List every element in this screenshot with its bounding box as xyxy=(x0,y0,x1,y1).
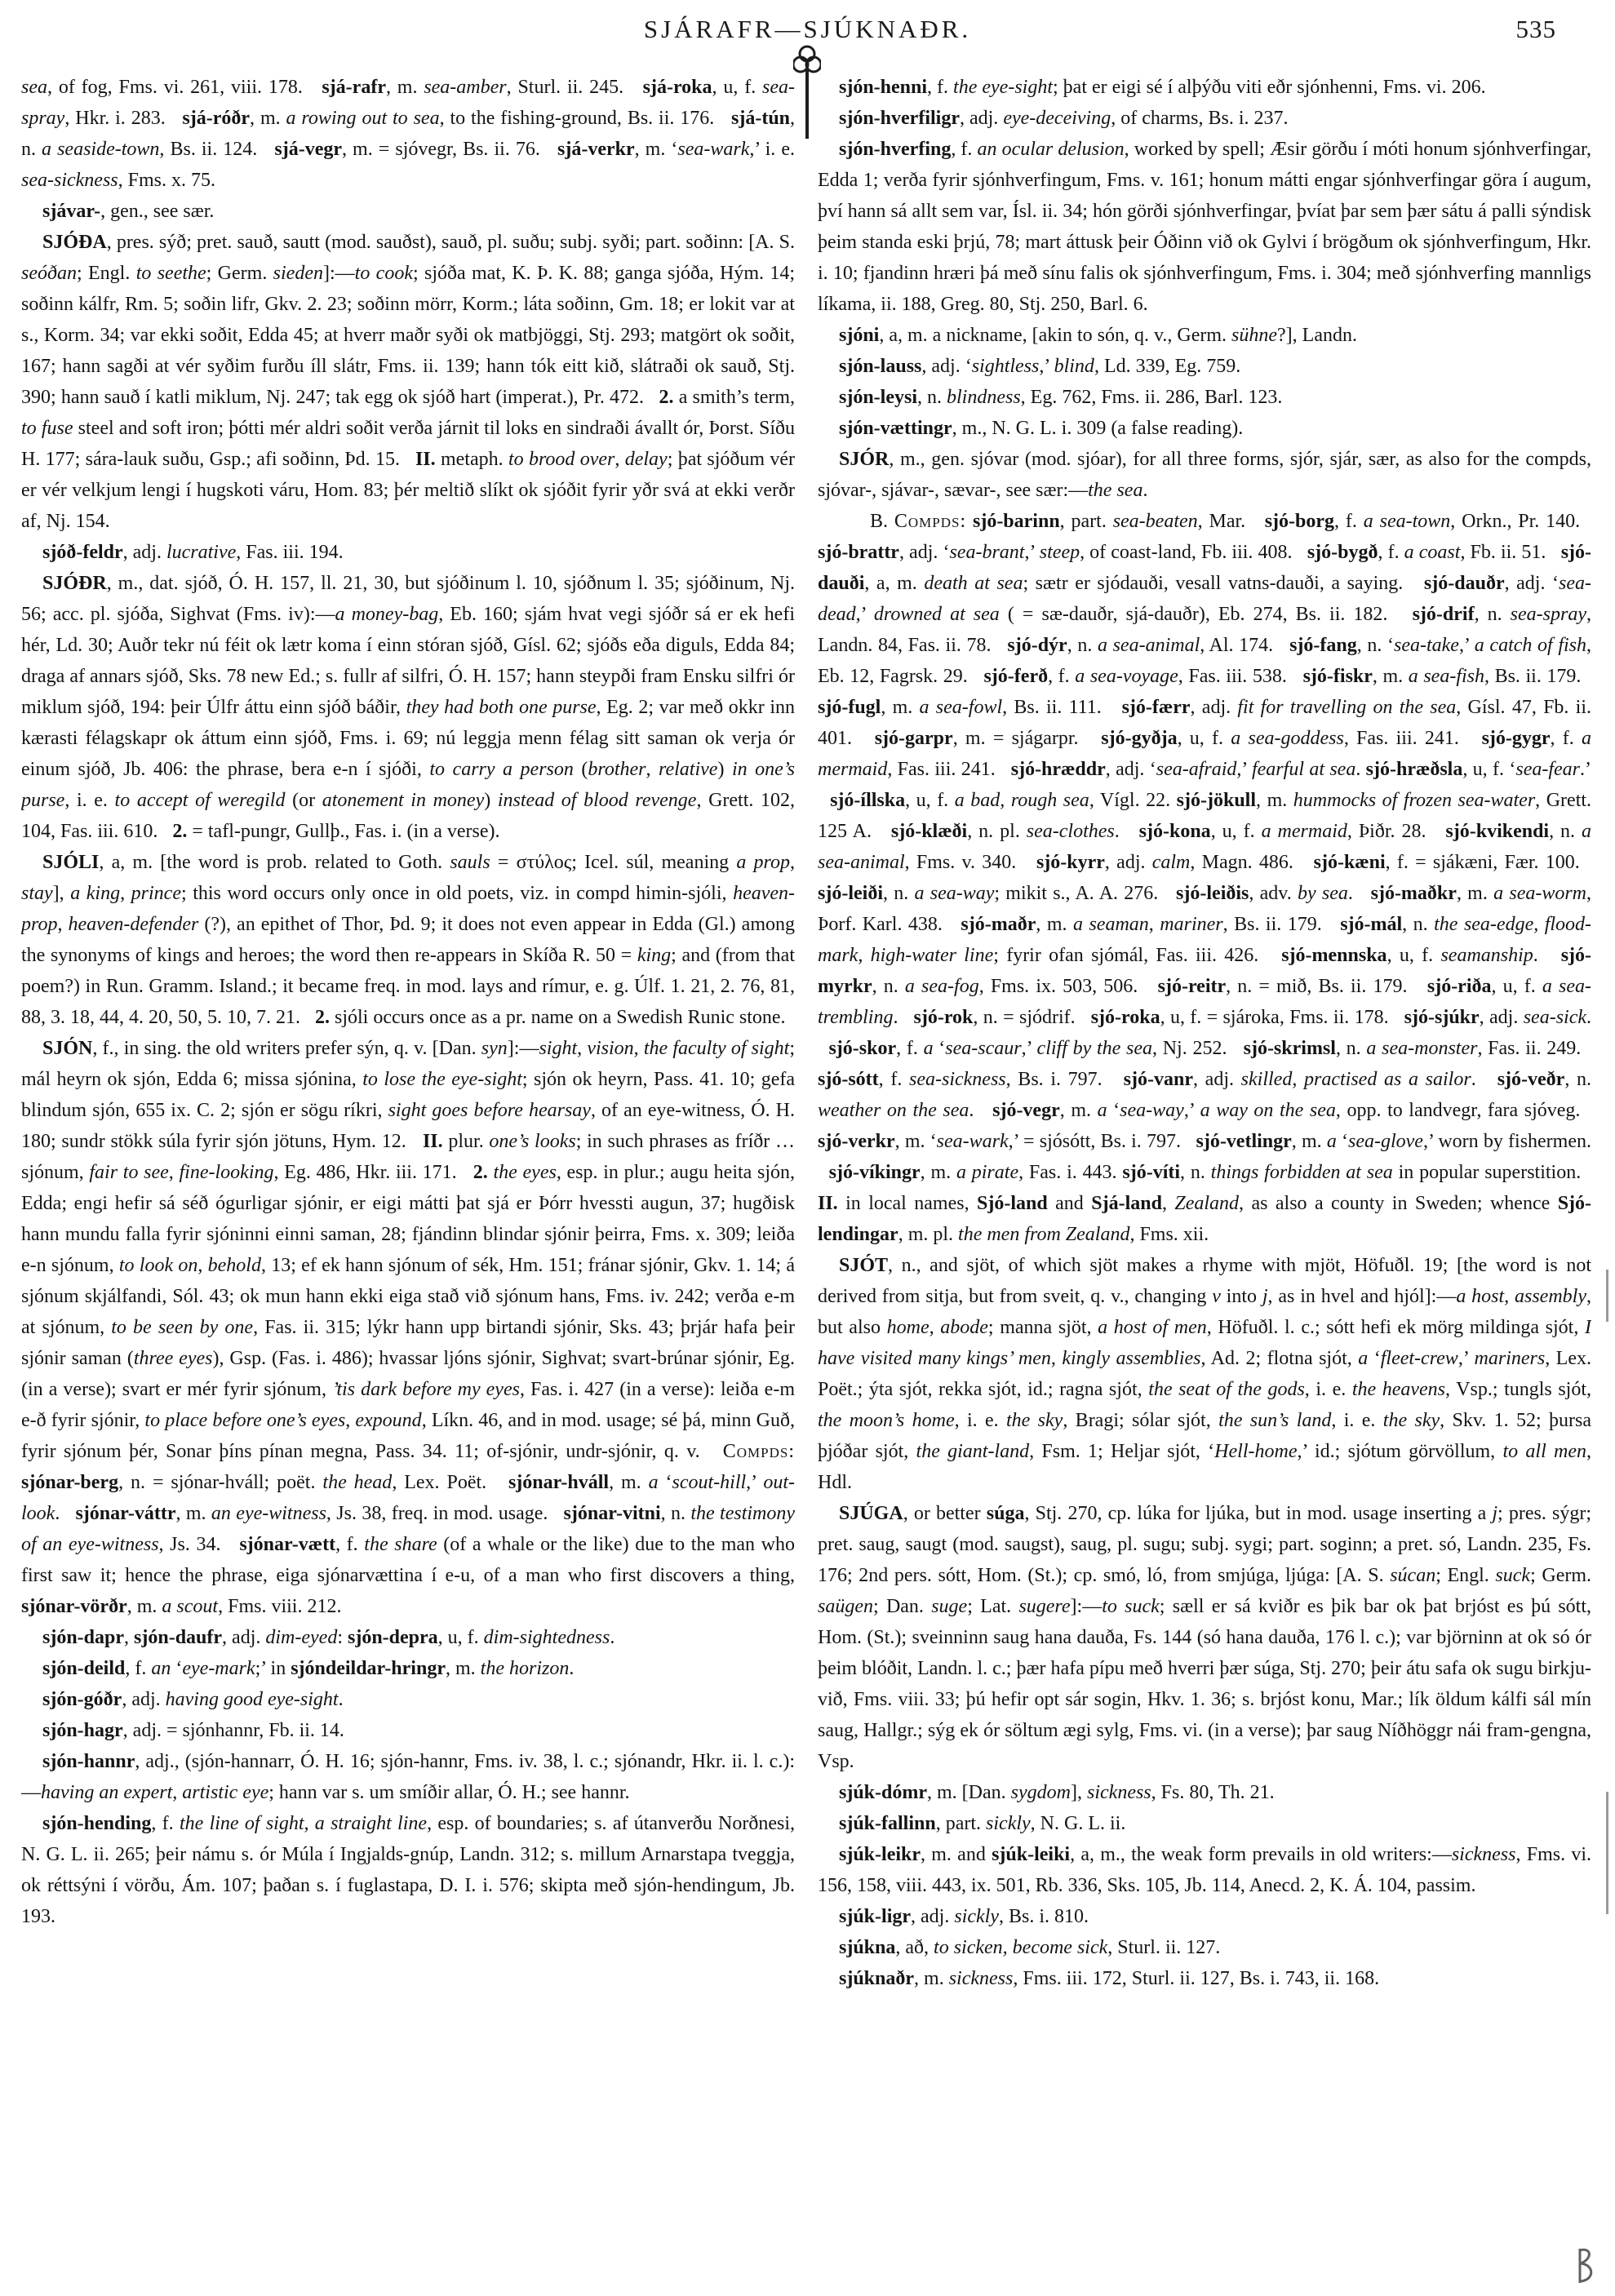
dictionary-paragraph: sjón-vættingr, m., N. G. L. i. 309 (a false reading). xyxy=(839,418,1244,439)
dictionary-paragraph: SJÓN, f., in sing. the old writers prefer sýn, q. v. [Dan. syn]:—sight, vision, the faculty of sight; mál heyrn ok sjón, Edda 6; missa sjónina, to lose the eye-sight; sjón ok heyrn, Pass. 41. 10; gefa blindum sjón, 655 ix. C. 2; sjón er sögu ríkri, sight goes before hearsay, of an eye-witness, Ó. H. 180; sundr stökk súla fyrir sjón jötuns, Hym. 12. II. plur. one’s looks; in such phrases as fríðr … sjónum, fair to see, fine-looking, Eg. 486, Hkr. iii. 171. 2. the eyes, esp. in plur.; augu heita sjón, Edda; engi hefir sá séð ógurligar sjónir, er eigi mátti þat sjá er Þórr hvessti augun, 37; hugðisk hann mundu falla fyrir sjóninni einni saman, 28; fjándinn blindar sjónir þeirra, Fms. x. 309; leiða e-n sjónum, to look on, behold, 13; ef ek hann sjónum of sék, Hm. 151; fránar sjónir, Gkv. 1. 14; á sjónum skjálfandi, Sól. 43; ok mun hann ekki eiga stað við sjónum hans, Fms. iv. 242; verða e-m at sjónum, to be seen by one, Fas. ii. 315; lýkr hann upp birtandi sjónir, Sks. 43; þrjár hafa þeir sjónir saman (three eyes), Gsp. (Fas. i. 486); hvassar ljóns sjónir, Sighvat; svart-brúnar sjónir, Eg. (in a verse); svart er mér fyrir sjónum, ’tis dark before my eyes, Fas. i. 427 (in a verse): leiða e-m e-ð fyrir sjónir, to place before one’s eyes, expound, Líkn. 46, and in mod. usage; sé þá, minn Guð, fyrir sjónum þér, Sonar þíns pínan megna, Pass. 34. 11; of-sjónir, undr-sjónir, q. v. Compds: sjónar-berg, n. = sjónar-hváll; poët. the head, Lex. Poët. sjónar-hváll, m. a ‘scout-hill,’ out-look. sjónar-váttr, m. an eye-witness, Js. 38, freq. in mod. usage. sjónar-vitni, n. the testimony of an eye-witness, Js. 34. sjónar-vætt, f. the share (of a whale or the like) due to the man who first saw it; hence the phrase, eiga sjónarvættina í e-u, of a man who first discovers a thing, sjónar-vörðr, m. a scout, Fms. viii. 212. xyxy=(21,1038,795,1617)
dictionary-paragraph: sjóð-feldr, adj. lucrative, Fas. iii. 194. xyxy=(42,542,344,563)
dictionary-paragraph: sjón-henni, f. the eye-sight; þat er eigi sé í alþýðu viti eðr sjónhenni, Fms. vi. 206. xyxy=(839,77,1486,98)
dictionary-paragraph: sjón-góðr, adj. having good eye-sight. xyxy=(42,1689,344,1710)
right-column xyxy=(818,72,1591,2285)
dictionary-paragraph: sjón-hannr, adj., (sjón-hannarr, Ó. H. 16; sjón-hannr, Fms. iv. 38, l. c.; sjónandr, Hkr. ii. l. c.):—having an expert, artistic eye; hann var s. um smíðir allar, Ó. H.; see hannr. xyxy=(21,1751,795,1803)
dictionary-paragraph: sjúk-ligr, adj. sickly, Bs. i. 810. xyxy=(839,1906,1089,1927)
dictionary-paragraph: sjón-hending, f. the line of sight, a straight line, esp. of boundaries; s. af útanverðu Norðnesi, N. G. L. ii. 265; þeir námu s. ór Múla í Ingjalds-gnúp, Landn. 312; s. millum Arnarstapa tveggja, ok réttsýni í vörðu, Ám. 107; þaðan s. í fuglastapa, D. I. i. 576; skipta með sjón-hendingum, Jb. 193. xyxy=(21,1813,795,1927)
dictionary-paragraph: sjón-dapr, sjón-daufr, adj. dim-eyed: sjón-depra, u, f. dim-sightedness. xyxy=(42,1627,615,1648)
dictionary-paragraph: sjón-hverfing, f. an ocular delusion, worked by spell; Æsir görðu í móti honum sjónhverfingar, Edda 1; verða fyrir sjónhverfingum, Fms. v. 161; honum mátti engar sjónhverfingar göra í augum, því hann sá allt sem var, Ísl. ii. 34; hón görði sjónhverfingar, þvíat þar sem þær sátu á palli sýndisk þeim standa eski þrjú, 78; mart áttusk þeir Óðinn við ok Gylvi í brögðum ok sjónhverfingum, Hkr. i. 10; fjandinn hræri þá með sínu falis ok sjónhverfingum, Fms. i. 304; með sjónhverfing mannligs líkama, ii. 188, Greg. 80, Stj. 250, Barl. 6. xyxy=(818,139,1591,315)
scribble-pen-mark-icon xyxy=(1573,2245,1598,2286)
page-title: SJÁRAFR—SJÚKNAÐR. xyxy=(643,15,972,43)
page-number: 535 xyxy=(1515,15,1556,43)
left-column xyxy=(21,72,795,2285)
margin-mark xyxy=(1606,1792,1608,1914)
dictionary-paragraph: SJÓT, n., and sjöt, of which sjöt makes a rhyme with mjöt, Höfuðl. 19; [the word is not derived from sitja, but from sveit, q. v., changing v into j, as in hvel and hjól]:—a host, assembly, but also home, abode; manna sjöt, a host of men, Höfuðl. l. c.; sótt hefi ek mörg mildinga sjót, I have visited many kings’ men, kingly assemblies, Ad. 2; flotna sjót, a ‘fleet-crew,’ mariners, Lex. Poët.; ýta sjót, rekka sjót, id.; ragna sjót, the seat of the gods, i. e. the heavens, Vsp.; tungls sjót, the moon’s home, i. e. the sky, Bragi; sólar sjót, the sun’s land, i. e. the sky, Skv. 1. 52; þursa þjóðar sjót, the giant-land, Fsm. 1; Heljar sjót, ‘Hell-home,’ id.; sjótum görvöllum, to all men, Hdl. xyxy=(818,1255,1591,1493)
dictionary-paragraph: sjúk-fallinn, part. sickly, N. G. L. ii. xyxy=(839,1813,1126,1834)
margin-mark xyxy=(1606,1270,1608,1322)
dictionary-paragraph: sjúk-leikr, m. and sjúk-leiki, a, m., the weak form prevails in old writers:—sickness, Fms. vi. 156, 158, viii. 443, ix. 501, Rb. 336, Sks. 105, Jb. 114, Anecd. 2, K. Á. 104, passim. xyxy=(818,1844,1591,1896)
dictionary-paragraph: SJÚGA, or better súga, Stj. 270, cp. lúka for ljúka, but in mod. usage inserting a j; pres. sýgr; pret. saug, saugt (mod. saugst), saug, pl. sugu; subj. sygi; part. soginn; a pret. só, Landn. 235, Fs. 176; 2nd pers. sótt, Hom. (St.); cp. smó, ló, from smjúga, ljúga: [A. S. súcan; Engl. suck; Germ. saügen; Dan. suge; Lat. sugere]:—to suck; sæll er sá kviðr es þik bar ok þat brjóst es þú sótt, Hom. (St.); sveinninn saug hana dauða, Fs. 144 (só hana dauða, 176 l. c.); var björninn at ok só ór þeim blóðit, Landn. l. c.; þær hafa pípu með hverri þær súga, Stj. 270; þeir átu safa ok sugu birkju-við, Fms. viii. 33; þú hefir opt sár sogin, Hkv. 1. 36; s. brjóst konu, Mar.; lík öldum kálfi sál mín saug, Hallgr.; sýg ek ór söltum ægi sylg, Fms. vi. (in a verse); þar saug Níðhöggr nái fram-gengna, Vsp. xyxy=(818,1503,1591,1772)
dictionary-paragraph: SJÓR, m., gen. sjóvar (mod. sjóar), for all three forms, sjór, sjár, sær, as also for the compds, sjóvar-, sjávar-, sævar-, see sær:—the sea. xyxy=(818,449,1591,501)
dictionary-paragraph: sjón-hverfiligr, adj. eye-deceiving, of charms, Bs. i. 237. xyxy=(839,108,1289,129)
dictionary-paragraph: sjón-lauss, adj. ‘sightless,’ blind, Ld. 339, Eg. 759. xyxy=(839,356,1241,377)
dictionary-paragraph: SJÓLI, a, m. [the word is prob. related to Goth. sauls = στύλος; Icel. súl, meaning a prop, stay], a king, prince; this word occurs only once in old poets, viz. in compd himin-sjóli, heaven-prop, heaven-defender (?), an epithet of Thor, Þd. 9; it does not even appear in Edda (Gl.) among the synonyms of kings and heroes; the word then re-appears in Skíða R. 50 = king; and (from that poem?) in Run. Gramm. Island.; it became freq. in mod. lays and rímur, e. g. Úlf. 1. 21, 2. 76, 81, 88, 3. 18, 44, 4. 20, 50, 5. 10, 7. 21. 2. sjóli occurs once as a pr. name on a Swedish Runic stone. xyxy=(21,852,795,1028)
dictionary-paragraph: SJÓÐA, pres. sýð; pret. sauð, sautt (mod. sauðst), sauð, pl. suðu; subj. syði; part. soðinn: [A. S. seóðan; Engl. to seethe; Germ. sieden]:—to cook; sjóða mat, K. Þ. K. 88; ganga sjóða, Hým. 14; soðinn kálfr, Rm. 5; soðin lifr, Gkv. 2. 23; soðinn mörr, Korm.; láta soðinn, Gm. 18; er lokit var at s., Korm. 34; var ekki soðit, Edda 45; at hverr maðr syði ok matbjöggi, Stj. 293; matgört ok soðit, 167; hann sagði at vér syðim furðu íll slátr, Fms. ii. 139; hann tók eitt kið, slátraði ok sauð, Stj. 390; hann sauð í katli miklum, Nj. 247; tak egg ok sjóð hart (imperat.), Pr. 472. 2. a smith’s term, to fuse steel and soft iron; þótti mér aldri soðit verða járnit til loks en sindraði ávallt ór, Þorst. Síðu H. 177; sára-lauk suðu, Gsp.; afi soðinn, Þd. 15. II. metaph. to brood over, delay; þat sjóðum vér er vér velkjum lengi í hugskoti váru, Hom. 83; þér meltið slíkt ok sjóðit fyrir yðr svá at ekki verðr af, Nj. 154. xyxy=(21,232,795,532)
dictionary-paragraph: SJÓÐR, m., dat. sjóð, Ó. H. 157, ll. 21, 30, but sjóðinum l. 10, sjóðnum l. 35; sjóðinum, Nj. 56; acc. pl. sjóða, Sighvat (Fms. iv):—a money-bag, Eb. 160; sjám hvat vegi sjóðr sá er ek hefi hér, Ld. 30; Auðr tekr nú féit ok lætr koma í einn stóran sjóð, Gísl. 62; sjóðs eða diguls, Edda 84; draga af annars sjóð, Sks. 78 new Ed.; s. fullr af silfri, Ó. H. 157; hann steypði fram Ensku silfri ór miklum sjóð, 194: þeir Úlfr áttu einn sjóð báðir, they had both one purse, Eg. 2; var með okkr inn kærasti félagskapr ok áttum einn sjóð, Fms. i. 69; nú leggja menn félag sitt saman ok verja ór einum sjóð, Jb. 406: the phrase, bera e-n í sjóði, to carry a person (brother, relative) in one’s purse, i. e. to accept of weregild (or atonement in money) instead of blood revenge, Grett. 102, 104, Fas. iii. 610. 2. = tafl-pungr, Gullþ., Fas. i. (in a verse). xyxy=(21,573,795,842)
dictionary-paragraph: B. Compds: sjó-barinn, part. sea-beaten, Mar. sjó-borg, f. a sea-town, Orkn., Pr. 140. sjó-brattr, adj. ‘sea-brant,’ steep, of coast-land, Fb. iii. 408. sjó-bygð, f. a coast, Fb. ii. 51. sjó-dauði, a, m. death at sea; sætr er sjódauði, vesall vatns-dauði, a saying. sjó-dauðr, adj. ‘sea-dead,’ drowned at sea ( = sæ-dauðr, sjá-dauðr), Eb. 274, Bs. ii. 182. sjó-drif, n. sea-spray, Landn. 84, Fas. ii. 78. sjó-dýr, n. a sea-animal, Al. 174. sjó-fang, n. ‘sea-take,’ a catch of fish, Eb. 12, Fagrsk. 29. sjó-ferð, f. a sea-voyage, Fas. iii. 538. sjó-fiskr, m. a sea-fish, Bs. ii. 179. sjó-fugl, m. a sea-fowl, Bs. ii. 111. sjó-færr, adj. fit for travelling on the sea, Gísl. 47, Fb. ii. 401. sjó-garpr, m. = sjágarpr. sjó-gyðja, u, f. a sea-goddess, Fas. iii. 241. sjó-gygr, f. a mermaid, Fas. iii. 241. sjó-hræddr, adj. ‘sea-afraid,’ fearful at sea. sjó-hræðsla, u, f. ‘sea-fear.’ sjó-íllska, u, f. a bad, rough sea, Vígl. 22. sjó-jökull, m. hummocks of frozen sea-water, Grett. 125 A. sjó-klæði, n. pl. sea-clothes. sjó-kona, u, f. a mermaid, Þiðr. 28. sjó-kvikendi, n. a sea-animal, Fms. v. 340. sjó-kyrr, adj. calm, Magn. 486. sjó-kæni, f. = sjákæni, Fær. 100. sjó-leiði, n. a sea-way; mikit s., A. A. 276. sjó-leiðis, adv. by sea. sjó-maðkr, m. a sea-worm, Þorf. Karl. 438. sjó-maðr, m. a seaman, mariner, Bs. ii. 179. sjó-mál, n. the sea-edge, flood-mark, high-water line; fyrir ofan sjómál, Fas. iii. 426. sjó-mennska, u, f. seamanship. sjó-myrkr, n. a sea-fog, Fms. ix. 503, 506. sjó-reitr, n. = mið, Bs. ii. 179. sjó-riða, u, f. a sea-trembling. sjó-rok, n. = sjódrif. sjó-roka, u, f. = sjároka, Fms. ii. 178. sjó-sjúkr, adj. sea-sick. sjó-skor, f. a ‘sea-scaur,’ cliff by the sea, Nj. 252. sjó-skrimsl, n. a sea-monster, Fas. ii. 249. sjó-sótt, f. sea-sickness, Bs. i. 797. sjó-vanr, adj. skilled, practised as a sailor. sjó-veðr, n. weather on the sea. sjó-vegr, m. a ‘sea-way,’ a way on the sea, opp. to landvegr, fara sjóveg. sjó-verkr, m. ‘sea-wark,’ = sjósótt, Bs. i. 797. sjó-vetlingr, m. a ‘sea-glove,’ worn by fishermen. sjó-víkingr, m. a pirate, Fas. i. 443. sjó-víti, n. things forbidden at sea in popular superstition. II. in local names, Sjó-land and Sjá-land, Zealand, as also a county in Sweden; whence Sjó-lendingar, m. pl. the men from Zealand, Fms. xii. xyxy=(818,511,1591,1245)
dictionary-paragraph: sjón-deild, f. an ‘eye-mark;’ in sjóndeildar-hringr, m. the horizon. xyxy=(42,1658,575,1679)
dictionary-paragraph: sea, of fog, Fms. vi. 261, viii. 178. sjá-rafr, m. sea-amber, Sturl. ii. 245. sjá-roka, u, f. sea-spray, Hkr. i. 283. sjá-róðr, m. a rowing out to sea, to the fishing-ground, Bs. ii. 176. sjá-tún, n. a seaside-town, Bs. ii. 124. sjá-vegr, m. = sjóvegr, Bs. ii. 76. sjá-verkr, m. ‘sea-wark,’ i. e. sea-sickness, Fms. x. 75. xyxy=(21,77,795,191)
dictionary-paragraph: sjón-leysi, n. blindness, Eg. 762, Fms. ii. 286, Barl. 123. xyxy=(839,387,1283,408)
dictionary-paragraph: sjóni, a, m. a nickname, [akin to són, q. v., Germ. sühne?], Landn. xyxy=(839,325,1357,346)
dictionary-paragraph: sjón-hagr, adj. = sjónhannr, Fb. ii. 14. xyxy=(42,1720,344,1741)
dictionary-paragraph: sjúk-dómr, m. [Dan. sygdom], sickness, Fs. 80, Th. 21. xyxy=(839,1782,1275,1803)
dictionary-paragraph: sjávar-, gen., see sær. xyxy=(42,201,215,222)
dictionary-paragraph: sjúkna, að, to sicken, become sick, Sturl. ii. 127. xyxy=(839,1937,1221,1958)
text-columns xyxy=(21,72,1592,2285)
dictionary-paragraph: sjúknaðr, m. sickness, Fms. iii. 172, Sturl. ii. 127, Bs. i. 743, ii. 168. xyxy=(839,1968,1380,1989)
